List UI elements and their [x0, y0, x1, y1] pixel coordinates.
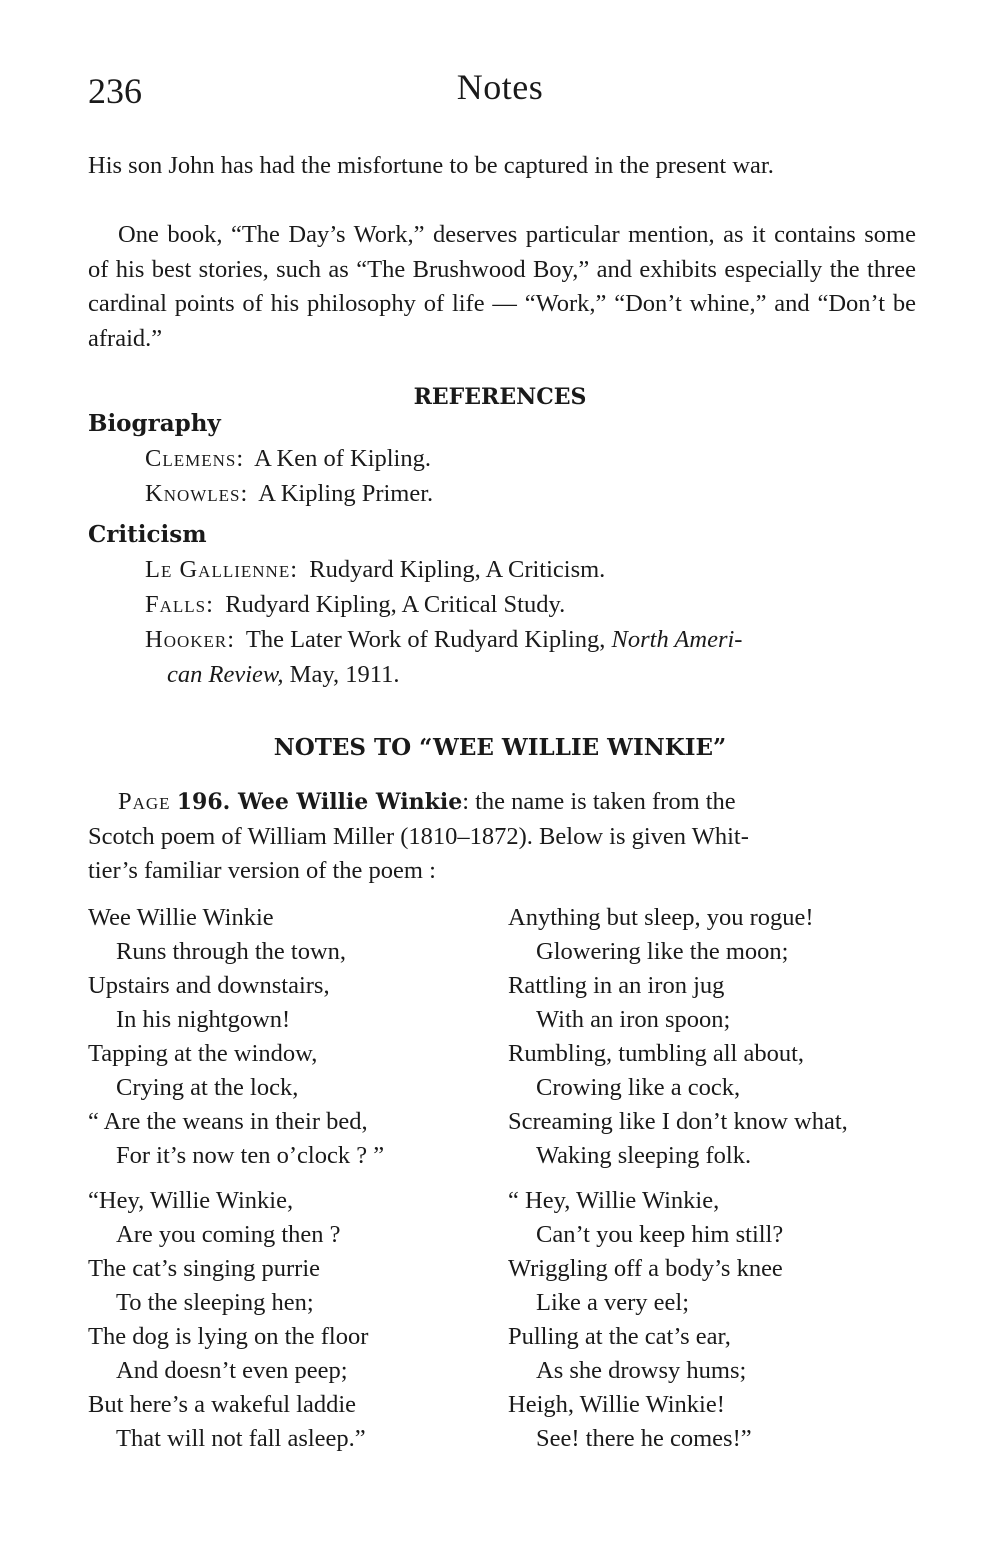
- poem-line: Anything but sleep, you rogue!: [508, 904, 814, 931]
- poem-line: And doesn’t even peep;: [116, 1357, 348, 1384]
- reference-title: A Ken of Kipling.: [254, 445, 431, 472]
- poem-line: Tapping at the window,: [88, 1040, 318, 1067]
- intro-paragraph-1: His son John has had the misfortune to be captured in the present war.: [88, 152, 774, 179]
- poem-line: Wriggling off a body’s knee: [508, 1255, 783, 1282]
- poem-line: Runs through the town,: [116, 938, 347, 965]
- reference-date: May, 1911.: [289, 661, 400, 688]
- running-title: Notes: [456, 67, 544, 107]
- reference-author: Hooker: [145, 626, 228, 653]
- poem-line: Pulling at the cat’s ear,: [508, 1323, 731, 1350]
- reference-item: Le Gallienne: Rudyard Kipling, A Criticism.: [145, 556, 606, 583]
- poem-line: But here’s a wakeful laddie: [88, 1391, 357, 1418]
- biography-label: Biography: [88, 410, 221, 437]
- poem-line: Can’t you keep him still?: [536, 1221, 784, 1248]
- poem-line: “Hey, Willie Winkie,: [88, 1187, 294, 1214]
- reference-author: Falls: [145, 591, 207, 618]
- reference-author: Clemens: [145, 445, 237, 472]
- poem-line: For it’s now ten o’clock ? ”: [116, 1142, 385, 1169]
- poem-line: The cat’s singing purrie: [88, 1255, 321, 1282]
- reference-title: A Kipling Primer.: [258, 480, 434, 507]
- page-number: 236: [88, 71, 142, 111]
- poem-line: As she drowsy hums;: [536, 1357, 747, 1384]
- journal-name-part-1: North Ameri-: [611, 626, 743, 653]
- reference-item: Clemens: A Ken of Kipling.: [145, 445, 431, 472]
- poem-line: Crying at the lock,: [116, 1074, 299, 1101]
- page-label: Page: [118, 788, 171, 815]
- poem-line: Waking sleeping folk.: [536, 1142, 752, 1169]
- poem-line: “ Are the weans in their bed,: [88, 1108, 368, 1135]
- reference-title: Rudyard Kipling, A Critical Study.: [225, 591, 566, 618]
- journal-name-part-2: can Review,: [167, 661, 284, 688]
- reference-author: Knowles: [145, 480, 241, 507]
- notes-text-line-2: Scotch poem of William Miller (1810–1872). Below is given Whit-: [88, 822, 749, 850]
- poem-line: Heigh, Willie Winkie!: [508, 1391, 725, 1418]
- notes-text-line-1: : the name is taken from the: [462, 788, 736, 815]
- poem-line: Crowing like a cock,: [536, 1074, 741, 1101]
- references-heading: REFERENCES: [413, 384, 587, 410]
- page-reference: 196. Wee Willie Winkie: [176, 789, 463, 815]
- poem-line: “ Hey, Willie Winkie,: [508, 1187, 720, 1214]
- reference-title: Rudyard Kipling, A Criticism.: [309, 556, 606, 583]
- criticism-label: Criticism: [88, 521, 207, 548]
- poem-line: Upstairs and downstairs,: [88, 972, 330, 999]
- poem-stanza-3: [88, 1184, 368, 1456]
- poem-line: Glowering like the moon;: [536, 938, 789, 965]
- poem-stanza-2: [508, 901, 848, 1173]
- poem-line: Are you coming then ?: [116, 1221, 341, 1248]
- notes-paragraph: [88, 785, 916, 889]
- poem-line: That will not fall asleep.”: [116, 1425, 366, 1452]
- poem-line: To the sleeping hen;: [116, 1289, 314, 1316]
- reference-item: Falls: Rudyard Kipling, A Critical Study.: [145, 591, 566, 618]
- poem-line: With an iron spoon;: [536, 1006, 731, 1033]
- poem-line: Like a very eel;: [536, 1289, 690, 1316]
- poem-line: The dog is lying on the floor: [88, 1323, 369, 1350]
- notes-text-line-3: tier’s familiar version of the poem :: [88, 857, 436, 884]
- poem-line: In his nightgown!: [116, 1006, 291, 1033]
- poem-stanza-1: [88, 901, 384, 1173]
- reference-title: The Later Work of Rudyard Kipling,: [245, 626, 606, 653]
- intro-paragraph-2: One book, “The Day’s Work,” deserves particular mention, as it contains some of his best stories, such as “The Brushwood Boy,” and exhibits especially the three cardinal points of his philosophy of life — “Work,” “Don’t whine,” and “Don’t be afraid.”: [88, 221, 916, 352]
- reference-item: Knowles: A Kipling Primer.: [145, 480, 434, 507]
- poem-stanza-4: [508, 1184, 783, 1456]
- poem-line: Rumbling, tumbling all about,: [508, 1040, 805, 1067]
- reference-item-hooker: Hooker: The Later Work of Rudyard Kipling, North Ameri- can Review, May, 1911.: [145, 626, 743, 688]
- poem-line: Screaming like I don’t know what,: [508, 1108, 848, 1135]
- poem-line: Wee Willie Winkie: [88, 904, 274, 931]
- reference-author: Le Gallienne: [145, 556, 291, 583]
- notes-heading: NOTES TO “WEE WILLIE WINKIE”: [273, 734, 727, 761]
- poem-line: See! there he comes!”: [536, 1425, 752, 1452]
- poem-line: Rattling in an iron jug: [508, 972, 725, 999]
